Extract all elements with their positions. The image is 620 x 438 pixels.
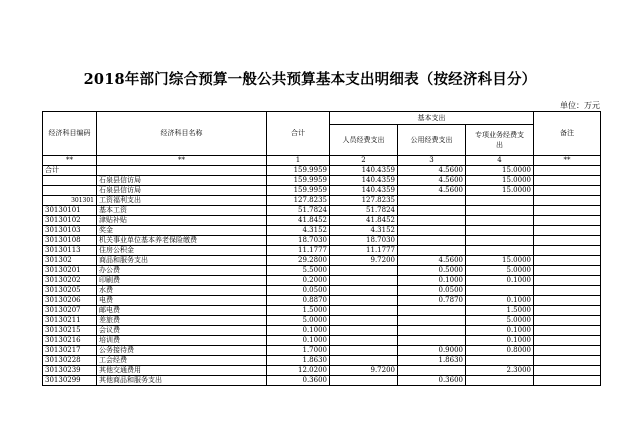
- table-row: [43, 236, 601, 246]
- remark-cell: [534, 166, 601, 176]
- public-cell: [398, 226, 466, 236]
- public-cell: 0.7870: [398, 296, 466, 306]
- code-cell: 30130202: [43, 276, 97, 286]
- total-cell: 29.2800: [267, 256, 330, 266]
- public-cell: 4.5600: [398, 176, 466, 186]
- total-cell: 0.1000: [267, 326, 330, 336]
- name-cell: 奖金: [97, 226, 267, 236]
- name-cell: 印刷费: [97, 276, 267, 286]
- name-cell: 电费: [97, 296, 267, 306]
- total-cell: 159.9959: [267, 176, 330, 186]
- special-cell: 0.1000: [466, 276, 534, 286]
- remark-cell: [534, 286, 601, 296]
- code-cell: 合计: [43, 166, 97, 176]
- name-cell: 其他商品和服务支出: [97, 376, 267, 386]
- table-row: [43, 216, 601, 226]
- total-cell: 5.0000: [267, 316, 330, 326]
- total-cell: 159.9959: [267, 166, 330, 176]
- remark-cell: [534, 266, 601, 276]
- personnel-cell: [330, 306, 398, 316]
- special-cell: 15.0000: [466, 256, 534, 266]
- name-cell: 机关事业单位基本养老保险缴费: [97, 236, 267, 246]
- index-cell: 3: [398, 156, 466, 166]
- remark-cell: [534, 186, 601, 196]
- table-row: [43, 226, 601, 236]
- public-cell: 1.8630: [398, 356, 466, 366]
- personnel-cell: 140.4359: [330, 176, 398, 186]
- header-code: 经济科目编码: [43, 112, 97, 156]
- public-cell: 4.5600: [398, 186, 466, 196]
- name-cell: 住房公积金: [97, 246, 267, 256]
- index-cell: 2: [330, 156, 398, 166]
- public-cell: [398, 196, 466, 206]
- code-cell: [43, 186, 97, 196]
- code-cell: 30130239: [43, 366, 97, 376]
- special-cell: 5.0000: [466, 266, 534, 276]
- total-cell: 1.8630: [267, 356, 330, 366]
- code-cell: 30130215: [43, 326, 97, 336]
- table-row: [43, 276, 601, 286]
- special-cell: 1.5000: [466, 306, 534, 316]
- header-remark: 备注: [534, 112, 601, 156]
- code-cell: 301301: [43, 196, 97, 206]
- remark-cell: [534, 216, 601, 226]
- code-cell: 30130201: [43, 266, 97, 276]
- personnel-cell: 140.4359: [330, 166, 398, 176]
- special-cell: 0.1000: [466, 326, 534, 336]
- total-cell: 1.7000: [267, 346, 330, 356]
- personnel-cell: 127.8235: [330, 196, 398, 206]
- table-row: [43, 196, 601, 206]
- special-cell: 0.1000: [466, 336, 534, 346]
- header-public: 公用经费支出: [398, 125, 466, 156]
- total-cell: 127.8235: [267, 196, 330, 206]
- public-cell: [398, 246, 466, 256]
- index-cell: **: [43, 156, 97, 166]
- public-cell: 0.5000: [398, 266, 466, 276]
- name-cell: 基本工资: [97, 206, 267, 216]
- code-cell: 301302: [43, 256, 97, 266]
- special-cell: 5.0000: [466, 316, 534, 326]
- personnel-cell: [330, 286, 398, 296]
- name-cell: 石泉县信访局: [97, 176, 267, 186]
- remark-cell: [534, 336, 601, 346]
- public-cell: [398, 316, 466, 326]
- table-row: [43, 376, 601, 386]
- table-row: [43, 366, 601, 376]
- code-cell: 30130206: [43, 296, 97, 306]
- total-cell: 0.2000: [267, 276, 330, 286]
- remark-cell: [534, 256, 601, 266]
- code-cell: 30130103: [43, 226, 97, 236]
- code-cell: 30130211: [43, 316, 97, 326]
- special-cell: [466, 356, 534, 366]
- header-personnel: 人员经费支出: [330, 125, 398, 156]
- personnel-cell: 11.1777: [330, 246, 398, 256]
- table-row: [43, 266, 601, 276]
- total-cell: 11.1777: [267, 246, 330, 256]
- remark-cell: [534, 306, 601, 316]
- unit-label: 单位：万元: [560, 101, 600, 110]
- public-cell: 4.5600: [398, 256, 466, 266]
- public-cell: [398, 326, 466, 336]
- special-cell: [466, 226, 534, 236]
- code-cell: [43, 176, 97, 186]
- table-row: [43, 166, 601, 176]
- header-basic: 基本支出: [330, 112, 534, 125]
- total-cell: 5.5000: [267, 266, 330, 276]
- name-cell: 石泉县信访局: [97, 186, 267, 196]
- table-row: [43, 326, 601, 336]
- name-cell: 培训费: [97, 336, 267, 346]
- name-cell: [97, 166, 267, 176]
- total-cell: 18.7030: [267, 236, 330, 246]
- personnel-cell: [330, 336, 398, 346]
- special-cell: 15.0000: [466, 166, 534, 176]
- name-cell: 津贴补贴: [97, 216, 267, 226]
- personnel-cell: [330, 296, 398, 306]
- table-row: [43, 206, 601, 216]
- public-cell: [398, 206, 466, 216]
- total-cell: 41.8452: [267, 216, 330, 226]
- name-cell: 工会经费: [97, 356, 267, 366]
- total-cell: 0.1000: [267, 336, 330, 346]
- name-cell: 公务接待费: [97, 346, 267, 356]
- special-cell: [466, 206, 534, 216]
- name-cell: 办公费: [97, 266, 267, 276]
- header-special: 专项业务经费支出: [466, 125, 534, 156]
- public-cell: [398, 216, 466, 226]
- public-cell: 0.9000: [398, 346, 466, 356]
- code-cell: 30130101: [43, 206, 97, 216]
- public-cell: [398, 236, 466, 246]
- personnel-cell: [330, 356, 398, 366]
- remark-cell: [534, 356, 601, 366]
- public-cell: 0.0500: [398, 286, 466, 296]
- remark-cell: [534, 376, 601, 386]
- remark-cell: [534, 276, 601, 286]
- code-cell: 30130113: [43, 246, 97, 256]
- special-cell: [466, 236, 534, 246]
- name-cell: 邮电费: [97, 306, 267, 316]
- public-cell: 0.3600: [398, 376, 466, 386]
- special-cell: 15.0000: [466, 176, 534, 186]
- personnel-cell: [330, 316, 398, 326]
- remark-cell: [534, 236, 601, 246]
- name-cell: 会议费: [97, 326, 267, 336]
- special-cell: 0.8000: [466, 346, 534, 356]
- personnel-cell: [330, 266, 398, 276]
- personnel-cell: 4.3152: [330, 226, 398, 236]
- special-cell: 2.3000: [466, 366, 534, 376]
- total-cell: 4.3152: [267, 226, 330, 236]
- table-row: [43, 186, 601, 196]
- code-cell: 30130228: [43, 356, 97, 366]
- name-cell: 差旅费: [97, 316, 267, 326]
- total-cell: 0.0500: [267, 286, 330, 296]
- remark-cell: [534, 326, 601, 336]
- index-cell: 1: [267, 156, 330, 166]
- table-row: [43, 246, 601, 256]
- table-row: [43, 356, 601, 366]
- code-cell: 30130299: [43, 376, 97, 386]
- personnel-cell: 51.7824: [330, 206, 398, 216]
- special-cell: 0.1000: [466, 296, 534, 306]
- code-cell: 30130205: [43, 286, 97, 296]
- code-cell: 30130102: [43, 216, 97, 226]
- personnel-cell: 140.4359: [330, 186, 398, 196]
- special-cell: [466, 376, 534, 386]
- name-cell: 水费: [97, 286, 267, 296]
- name-cell: 工资福利支出: [97, 196, 267, 206]
- table-header: [43, 112, 601, 166]
- personnel-cell: [330, 376, 398, 386]
- public-cell: [398, 336, 466, 346]
- index-cell: **: [534, 156, 601, 166]
- personnel-cell: 9.7200: [330, 366, 398, 376]
- header-name: 经济科目名称: [97, 112, 267, 156]
- public-cell: [398, 306, 466, 316]
- remark-cell: [534, 206, 601, 216]
- personnel-cell: [330, 326, 398, 336]
- public-cell: 4.5600: [398, 166, 466, 176]
- total-cell: 0.8870: [267, 296, 330, 306]
- code-cell: 30130207: [43, 306, 97, 316]
- total-cell: 51.7824: [267, 206, 330, 216]
- table-row: [43, 296, 601, 306]
- table-row: [43, 346, 601, 356]
- code-cell: 30130216: [43, 336, 97, 346]
- personnel-cell: 41.8452: [330, 216, 398, 226]
- personnel-cell: 9.7200: [330, 256, 398, 266]
- total-cell: 159.9959: [267, 186, 330, 196]
- page-title: 2018年部门综合预算一般公共预算基本支出明细表（按经济科目分）: [83, 71, 537, 88]
- table-row: [43, 286, 601, 296]
- table-row: [43, 336, 601, 346]
- special-cell: [466, 196, 534, 206]
- remark-cell: [534, 176, 601, 186]
- name-cell: 商品和服务支出: [97, 256, 267, 266]
- remark-cell: [534, 366, 601, 376]
- personnel-cell: [330, 276, 398, 286]
- total-cell: 0.3600: [267, 376, 330, 386]
- code-cell: 30130217: [43, 346, 97, 356]
- personnel-cell: 18.7030: [330, 236, 398, 246]
- remark-cell: [534, 246, 601, 256]
- table-row: [43, 316, 601, 326]
- public-cell: [398, 366, 466, 376]
- public-cell: 0.1000: [398, 276, 466, 286]
- remark-cell: [534, 296, 601, 306]
- index-cell: 4: [466, 156, 534, 166]
- table-row: [43, 176, 601, 186]
- total-cell: 12.0200: [267, 366, 330, 376]
- header-total: 合计: [267, 112, 330, 156]
- total-cell: 1.5000: [267, 306, 330, 316]
- name-cell: 其他交通费用: [97, 366, 267, 376]
- table-row: [43, 256, 601, 266]
- index-cell: **: [97, 156, 267, 166]
- remark-cell: [534, 316, 601, 326]
- remark-cell: [534, 226, 601, 236]
- special-cell: [466, 286, 534, 296]
- code-cell: 30130108: [43, 236, 97, 246]
- table-row: [43, 306, 601, 316]
- budget-table: [42, 111, 601, 386]
- remark-cell: [534, 196, 601, 206]
- special-cell: [466, 246, 534, 256]
- table-body: [43, 166, 601, 386]
- personnel-cell: [330, 346, 398, 356]
- special-cell: 15.0000: [466, 186, 534, 196]
- special-cell: [466, 216, 534, 226]
- remark-cell: [534, 346, 601, 356]
